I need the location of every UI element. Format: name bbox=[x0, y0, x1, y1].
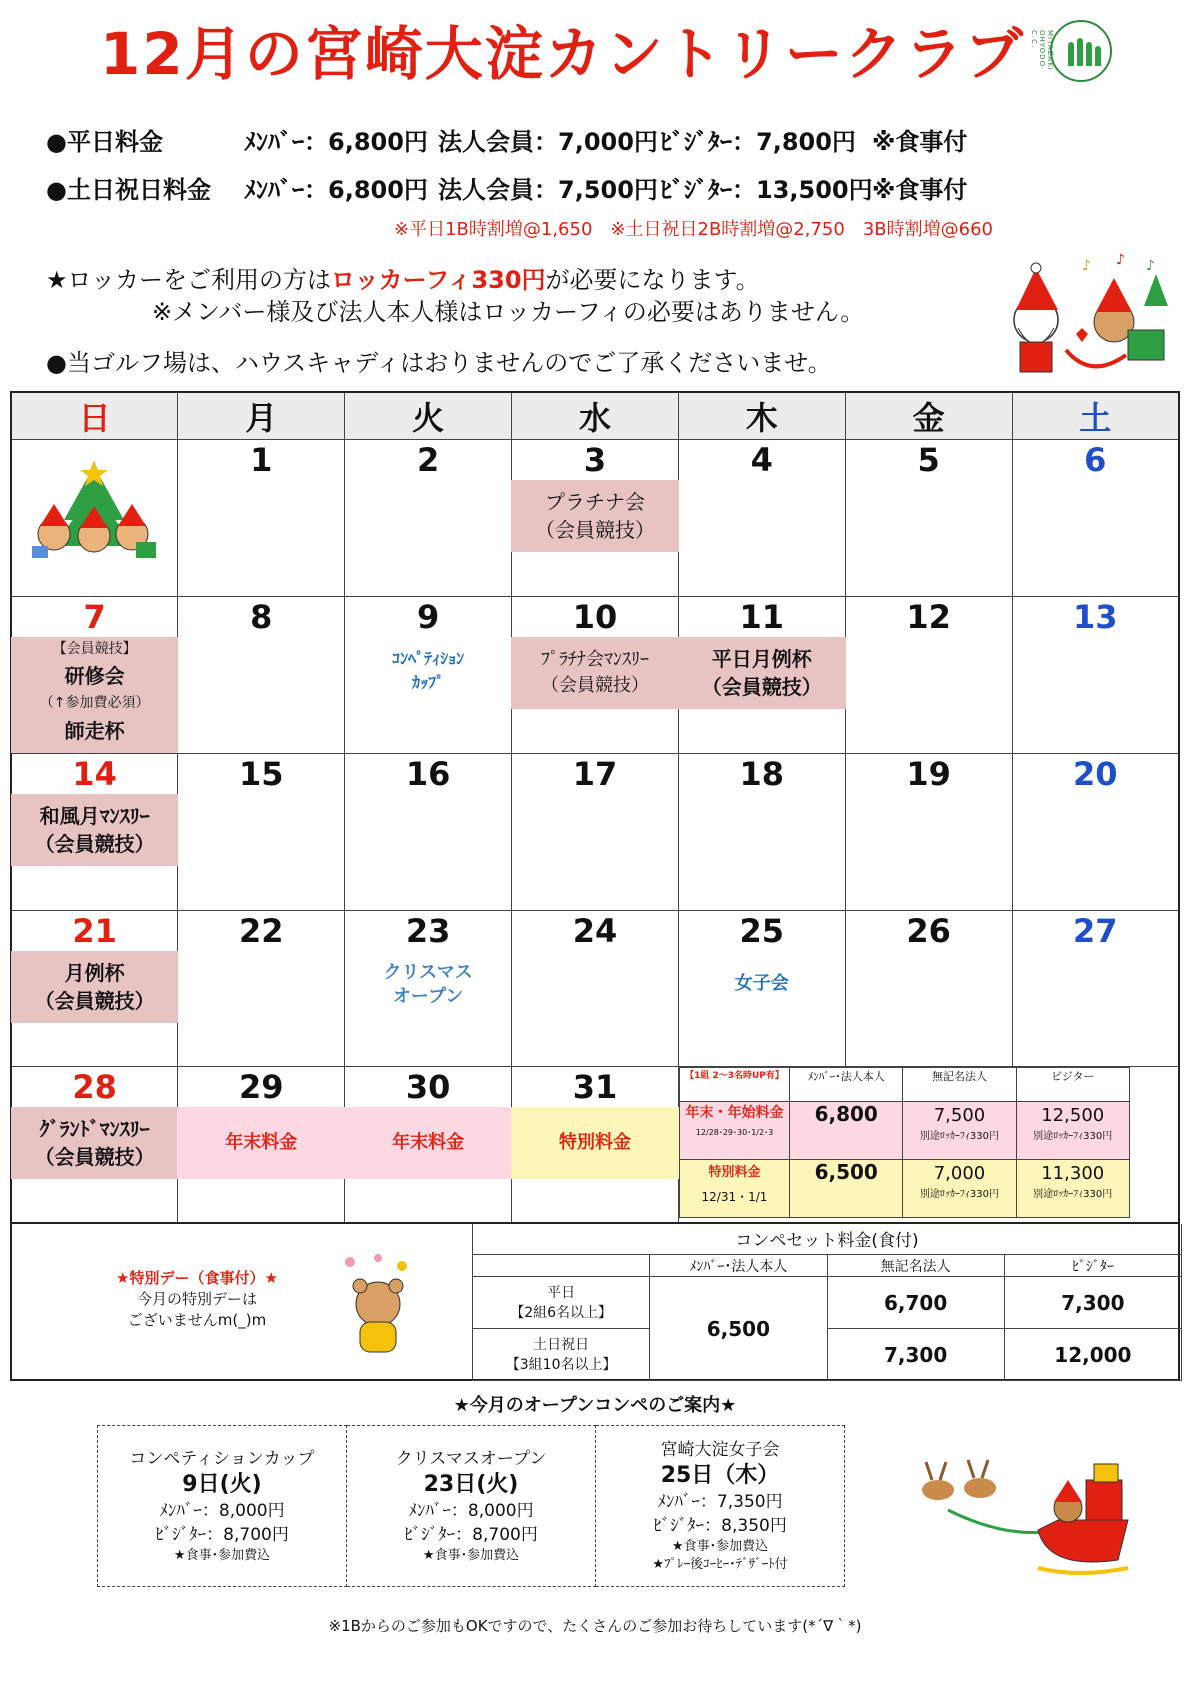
calendar-cell-23: 23 クリスマス オープン bbox=[345, 910, 512, 1066]
fee-member: ﾒﾝﾊﾞｰ：6,800円 bbox=[244, 176, 428, 204]
svg-text:♪: ♪ bbox=[1146, 258, 1155, 274]
weekday-header bbox=[11, 392, 1179, 440]
calendar-cell-16: 16 bbox=[345, 754, 512, 910]
day-header-thu: 木 bbox=[678, 392, 845, 440]
calendar-cell-5: 5 bbox=[845, 440, 1012, 596]
santa-illustration bbox=[996, 250, 1176, 390]
event-wafu-monthly: 和風月ﾏﾝｽﾘｰ （会員競技） bbox=[11, 794, 178, 866]
calendar-cell-19: 19 bbox=[845, 754, 1012, 910]
calendar-cell-13: 13 bbox=[1012, 596, 1179, 753]
calendar-cell-empty bbox=[11, 440, 178, 596]
calendar-cell-21: 21 月例杯 （会員競技） bbox=[11, 910, 178, 1066]
calendar-cell-28: 28 ｸﾞﾗﾝﾄﾞﾏﾝｽﾘｰ （会員競技） bbox=[11, 1067, 178, 1223]
day-header-wed: 水 bbox=[512, 392, 679, 440]
open-compe-card: 宮崎大淀女子会 25日（木） ﾒﾝﾊﾞｰ：7,350円 ﾋﾞｼﾞﾀｰ：8,350円 ★食事･参加費込 ★ﾌﾟﾚｰ後ｺｰﾋｰ･ﾃﾞｻﾞｰﾄ付 bbox=[596, 1426, 845, 1587]
event-platinum: プラチナ会 （会員競技） bbox=[511, 480, 679, 552]
calendar-cell-11: 11 平日月例杯 （会員競技） bbox=[678, 596, 845, 753]
calendar-cell-15: 15 bbox=[178, 754, 345, 910]
calendar-cell-10: 10 ﾌﾟﾗﾁﾅ会ﾏﾝｽﾘｰ （会員競技） bbox=[512, 596, 679, 753]
day-header-mon: 月 bbox=[178, 392, 345, 440]
calendar-cell-20: 20 bbox=[1012, 754, 1179, 910]
year-end-rate: 年末料金 bbox=[344, 1107, 512, 1179]
special-day-title: ★特別デー（食事付）★ bbox=[116, 1269, 278, 1287]
fee-visitor: ﾋﾞｼﾞﾀｰ：13,500円 bbox=[660, 176, 873, 204]
calendar-cell-12: 12 bbox=[845, 596, 1012, 753]
calendar-cell-25: 25 女子会 bbox=[678, 910, 845, 1066]
calendar-cell-2: 2 bbox=[345, 440, 512, 596]
special-day-line1: 今月の特別デーは bbox=[136, 1290, 257, 1308]
locker-note: ※メンバー様及び法人本人様はロッカーフィの必要はありません。 bbox=[152, 298, 865, 326]
calendar-cell-1: 1 bbox=[178, 440, 345, 596]
calendar-cell-17: 17 bbox=[512, 754, 679, 910]
calendar-cell-7: 7 【会員競技】 研修会 （↑参加費必須） 師走杯 bbox=[11, 596, 178, 753]
calendar-cell-22: 22 bbox=[178, 910, 345, 1066]
special-day-line2: ございませんm(_)m bbox=[127, 1311, 267, 1329]
event-christmas-open: クリスマス オープン bbox=[383, 961, 473, 1007]
locker-fee: ロッカーフィ330円 bbox=[331, 266, 546, 294]
calendar-cell-14: 14 和風月ﾏﾝｽﾘｰ （会員競技） bbox=[11, 754, 178, 910]
fee-row-weekday bbox=[46, 122, 967, 157]
day-header-sun: 日 bbox=[11, 392, 178, 440]
fee-label: ●土日祝日料金 bbox=[46, 176, 211, 204]
holiday-rate-table: 【1組 2～3名時UP有】 ﾒﾝﾊﾞｰ･法人本人 無記名法人 ビジター 年末・年始料金 12/28･29･30･1/2･3 6,800 7,500 別途ﾛｯｶｰﾌｨ330円 12,500 別途ﾛｯｶｰﾌｨ330円 特別料金 12/31・1/1 6,500 7,000 別途ﾛｯｶｰﾌｨ330円 11,300 別途ﾛｯｶｰﾌｨ330円 bbox=[679, 1067, 1130, 1218]
calendar-cell-24: 24 bbox=[512, 910, 679, 1066]
fee-corp: 法人会員：7,000円 bbox=[438, 128, 658, 156]
calendar-cell-4: 4 bbox=[678, 440, 845, 596]
club-logo bbox=[1030, 20, 1112, 82]
reindeer-sleigh-illustration bbox=[908, 1450, 1136, 1580]
event-monthly-cup: 月例杯 （会員競技） bbox=[11, 951, 178, 1023]
logo-text: MIYAZAKI OHYODO C.C. bbox=[1030, 30, 1054, 71]
calendar-cell-29: 29 年末料金 bbox=[178, 1067, 345, 1223]
fee-meal: ※食事付 bbox=[872, 176, 968, 204]
bear-illustration bbox=[338, 1252, 418, 1362]
fee-member: ﾒﾝﾊﾞｰ：6,800円 bbox=[244, 128, 428, 156]
calendar-cell-27: 27 bbox=[1012, 910, 1179, 1066]
open-compe-card: コンペティションカップ 9日(火) ﾒﾝﾊﾞｰ：8,000円 ﾋﾞｼﾞﾀｰ：8,700円 ★食事･参加費込 bbox=[98, 1426, 347, 1587]
compe-title: コンペセット料金(食付) bbox=[473, 1224, 1182, 1254]
compe-rate-table: コンペセット料金(食付) ﾒﾝﾊﾞｰ･法人本人 無記名法人 ﾋﾞｼﾞﾀｰ 平日 【2組6名以上】 6,500 6,700 7,300 土日祝日 【3組10名以上】 7,300 12,000 bbox=[472, 1224, 1182, 1381]
locker-info: ★ロッカーをご利用の方はロッカーフィ330円が必要になります。 bbox=[46, 266, 760, 294]
day-header-fri: 金 bbox=[845, 392, 1012, 440]
open-compe-table bbox=[97, 1425, 845, 1587]
day-header-sat: 土 bbox=[1012, 392, 1179, 440]
fee-visitor: ﾋﾞｼﾞﾀｰ：7,800円 bbox=[660, 128, 856, 156]
fee-corp: 法人会員：7,500円 bbox=[438, 176, 658, 204]
calendar-cell-30: 30 年末料金 bbox=[345, 1067, 512, 1223]
footer-note: ※1Bからのご参加もOKですので、たくさんのご参加お待ちしています(*´∇｀*) bbox=[328, 1617, 862, 1635]
page-title: 12月の宮崎大淀カントリークラブ bbox=[100, 20, 1025, 88]
caddy-note: ●当ゴルフ場は、ハウスキャディはおりませんのでご了承くださいませ。 bbox=[46, 349, 832, 377]
fee-surcharge-note: ※平日1B時割増@1,650 ※土日祝日2B時割増@2,750 3B時割増@660 bbox=[394, 219, 993, 240]
calendar-table bbox=[10, 391, 1180, 1224]
special-rate: 特別料金 bbox=[511, 1107, 679, 1179]
svg-text:♪: ♪ bbox=[1116, 252, 1125, 268]
calendar-cell-31: 31 特別料金 bbox=[512, 1067, 679, 1223]
open-compe-title: ★今月のオープンコンペのご案内★ bbox=[453, 1395, 737, 1416]
fee-row-holiday bbox=[46, 170, 967, 205]
event-competition-cup: ｺﾝﾍﾟﾃｨｼｮﾝ ｶｯﾌﾟ bbox=[392, 648, 465, 692]
bottom-section bbox=[10, 1224, 1180, 1381]
event-platinum-monthly: ﾌﾟﾗﾁﾅ会ﾏﾝｽﾘｰ （会員競技） bbox=[511, 637, 679, 709]
day-header-tue: 火 bbox=[345, 392, 512, 440]
calendar-cell-3: 3 プラチナ会 （会員競技） bbox=[512, 440, 679, 596]
event-weekday-monthly: 平日月例杯 （会員競技） bbox=[678, 637, 846, 709]
calendar-cell-6: 6 bbox=[1012, 440, 1179, 596]
year-end-rate: 年末料金 bbox=[177, 1107, 345, 1179]
calendar-cell-9: 9 ｺﾝﾍﾟﾃｨｼｮﾝ ｶｯﾌﾟ bbox=[345, 596, 512, 753]
special-day-box bbox=[92, 1268, 302, 1331]
calendar-cell-26: 26 bbox=[845, 910, 1012, 1066]
open-compe-card: クリスマスオープン 23日(火) ﾒﾝﾊﾞｰ：8,000円 ﾋﾞｼﾞﾀｰ：8,700円 ★食事･参加費込 bbox=[347, 1426, 596, 1587]
event-ladies: 女子会 bbox=[734, 972, 789, 994]
fee-meal: ※食事付 bbox=[872, 128, 968, 156]
event-grand-monthly: ｸﾞﾗﾝﾄﾞﾏﾝｽﾘｰ （会員競技） bbox=[11, 1107, 178, 1179]
event-training: 【会員競技】 研修会 （↑参加費必須） 師走杯 bbox=[11, 637, 178, 753]
fee-label: ●平日料金 bbox=[46, 128, 163, 156]
christmas-tree-illustration bbox=[24, 460, 164, 560]
svg-text:♪: ♪ bbox=[1082, 258, 1091, 274]
holiday-rate-cell bbox=[678, 1067, 1179, 1223]
calendar-cell-8: 8 bbox=[178, 596, 345, 753]
calendar-cell-18: 18 bbox=[678, 754, 845, 910]
